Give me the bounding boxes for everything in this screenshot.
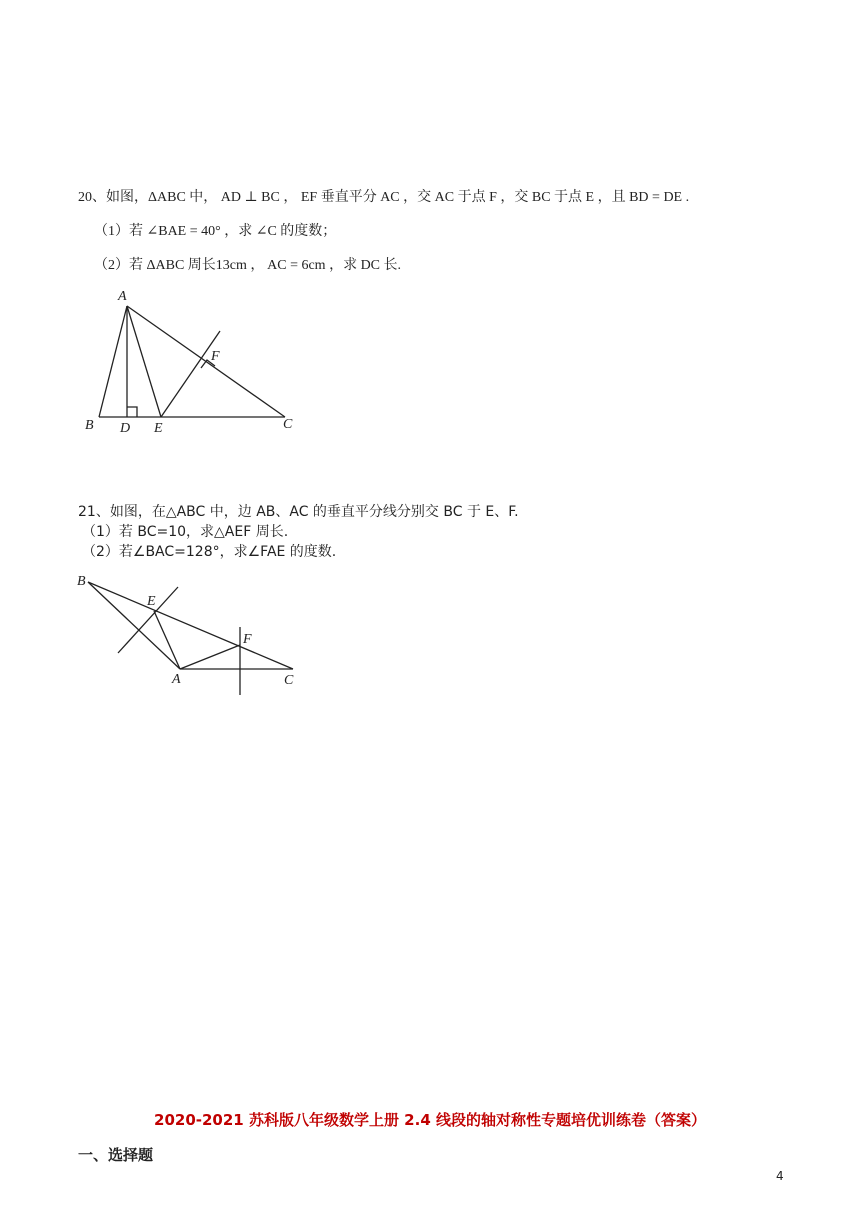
q20-part1: （1）若 ∠BAE = 40° ，求 ∠C 的度数； [94, 224, 337, 239]
q21-part1: （1）若 BC=10，求△AEF 周长. [82, 524, 289, 540]
segment-ab [88, 582, 180, 669]
segment-ef [161, 331, 220, 417]
page-number: 4 [776, 1169, 784, 1183]
label-c: C [284, 673, 294, 688]
q21-part2: （2）若∠BAC=128°，求∠FAE 的度数. [82, 544, 337, 560]
q20-stem: 20、如图，ΔABC 中， AD ⊥ BC ， EF 垂直平分 AC ，交 AC 于点 F ，交 BC 于点 E ，且 BD = DE . [78, 190, 690, 205]
answer-title: 2020-2021 苏科版八年级数学上册 2.4 线段的轴对称性专题培优训练卷（答案） [154, 1111, 706, 1129]
segment-bc [88, 582, 293, 669]
label-c: C [283, 417, 293, 432]
label-e: E [154, 421, 163, 436]
label-f: F [243, 632, 252, 647]
segment-ae [127, 306, 161, 417]
label-e: E [147, 594, 156, 609]
q21-stem: 21、如图，在△ABC 中，边 AB、AC 的垂直平分线分别交 BC 于 E、F. [78, 504, 519, 520]
q21-figure [75, 570, 305, 700]
label-a: A [118, 289, 127, 304]
label-a: A [172, 672, 181, 687]
segment-ab [99, 306, 127, 417]
label-f: F [211, 349, 220, 364]
segment-af [180, 645, 240, 669]
right-angle-d [127, 407, 137, 417]
section-heading: 一、选择题 [78, 1146, 154, 1164]
q20-figure [80, 284, 310, 439]
label-b: B [85, 418, 94, 433]
label-b: B [77, 574, 86, 589]
q20-part2: （2）若 ΔABC 周长13cm ， AC = 6cm ，求 DC 长. [94, 258, 402, 273]
label-d: D [120, 421, 131, 436]
